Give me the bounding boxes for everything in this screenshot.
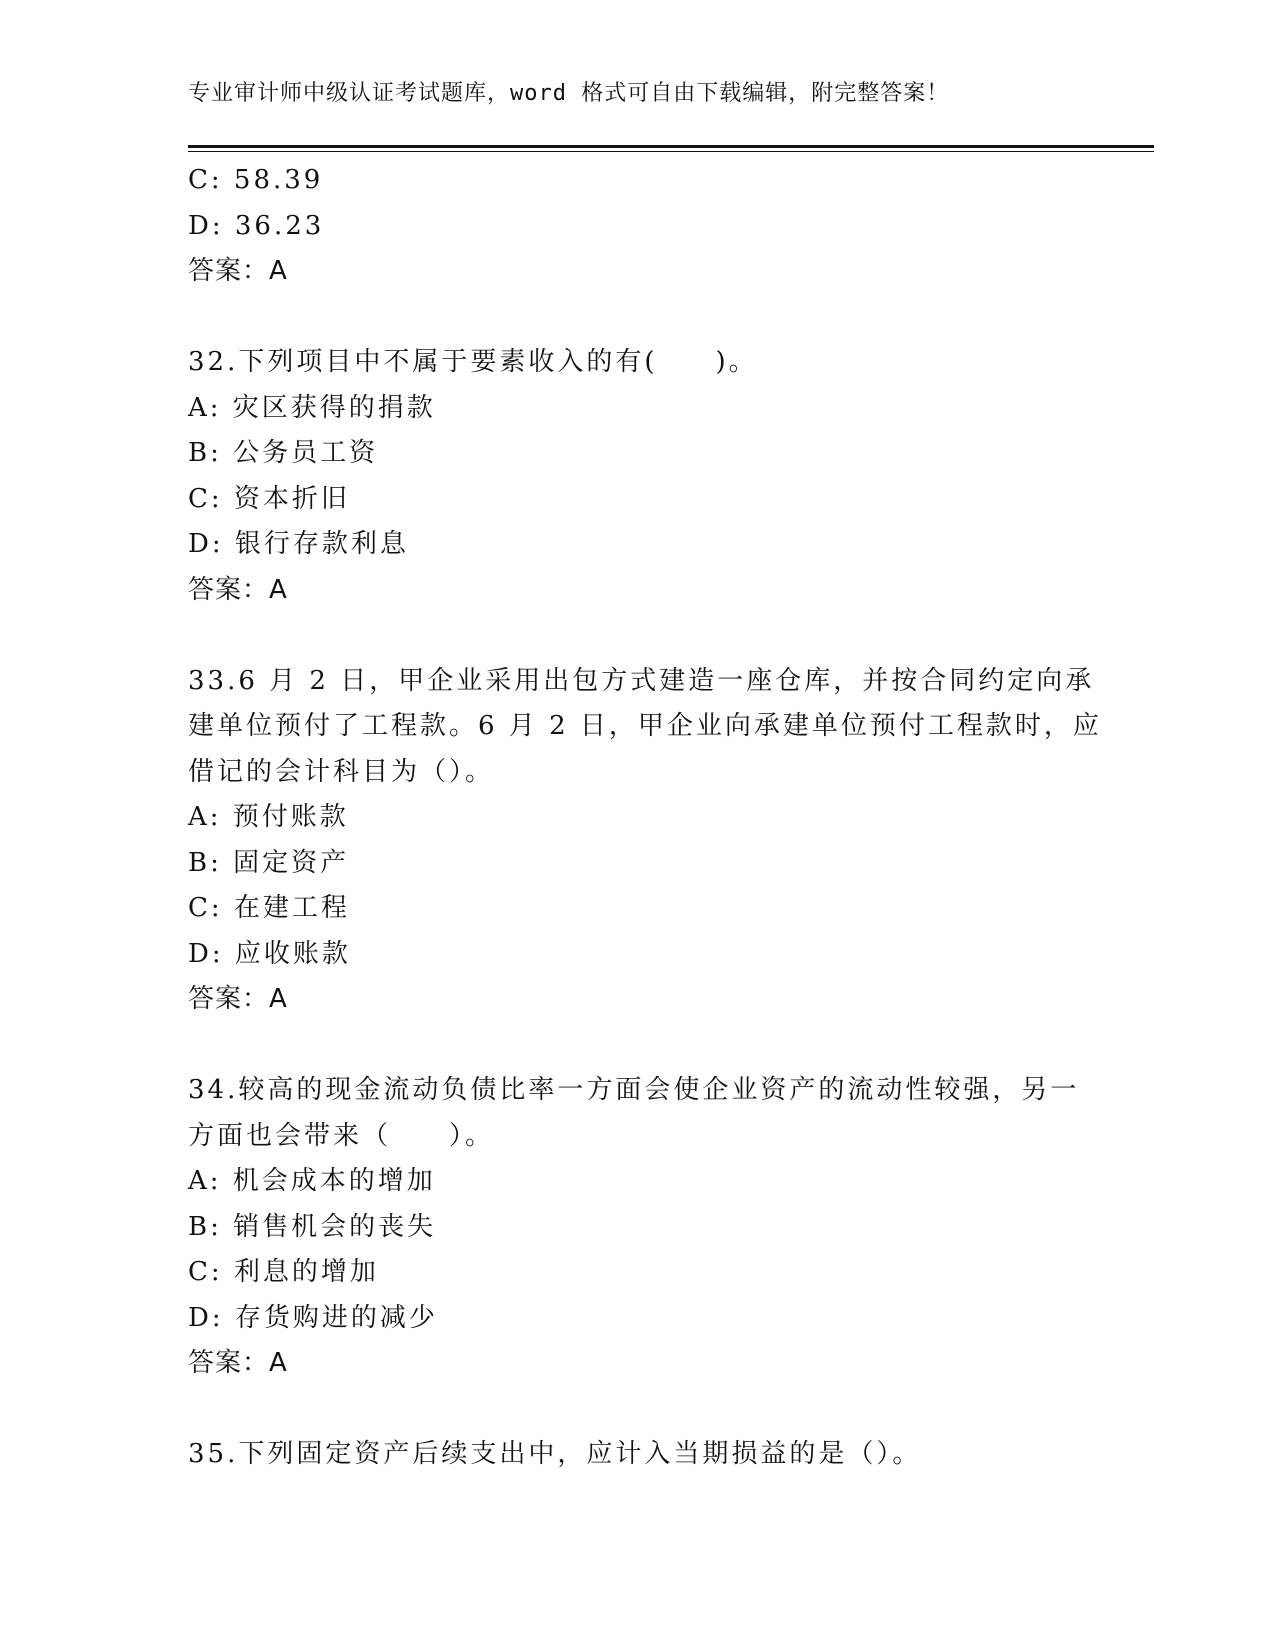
question-35: [188, 1432, 1088, 1478]
option-d: D: 应收账款: [188, 938, 351, 969]
option-a: A: 灾区获得的捐款: [188, 392, 436, 423]
option-a: A: 预付账款: [188, 802, 349, 832]
spacer: [188, 613, 1088, 659]
question-stem: 建单位预付了工程款。6 月 2 日，甲企业向承建单位预付工程款时，应: [188, 711, 1102, 741]
option-a: A: 机会成本的增加: [188, 1166, 436, 1196]
answer-line: 答案：A: [188, 574, 288, 605]
option-b: B: 公务员工资: [188, 438, 379, 468]
option-c: C: 58.39: [188, 165, 324, 195]
question-stem: 33.6 月 2 日，甲企业采用出包方式建造一座仓库，并按合同约定向承: [188, 665, 1095, 696]
question-31-tail: [188, 158, 1088, 295]
option-d: D: 存货购进的减少: [188, 1302, 438, 1333]
spacer: [188, 1387, 1088, 1433]
question-stem: 32.下列项目中不属于要素收入的有( )。: [188, 347, 758, 377]
spacer: [188, 295, 1088, 341]
header-divider-thin: [188, 151, 1154, 152]
option-c: C: 在建工程: [188, 893, 350, 923]
spacer: [188, 1023, 1088, 1069]
question-content: [188, 158, 1102, 1478]
answer-line: 答案：A: [188, 256, 288, 286]
option-b: B: 固定资产: [188, 847, 350, 878]
header-divider-thick: [188, 145, 1154, 148]
question-34: [188, 1068, 1088, 1387]
question-stem: 借记的会计科目为（）。: [188, 756, 495, 787]
question-33: [188, 659, 1102, 1023]
question-stem: 34.较高的现金流动负债比率一方面会使企业资产的流动性较强，另一: [188, 1075, 1080, 1105]
answer-line: 答案：A: [188, 1348, 288, 1378]
question-32: [188, 340, 1088, 613]
option-d: D: 银行存款利息: [188, 529, 409, 559]
option-d: D: 36.23: [188, 210, 325, 241]
option-b: B: 销售机会的丧失: [188, 1211, 437, 1242]
page-header-title: 专业审计师中级认证考试题库，word 格式可自由下载编辑，附完整答案！: [188, 81, 950, 106]
question-stem: 35.下列固定资产后续支出中，应计入当期损益的是（）。: [188, 1439, 922, 1469]
question-stem: 方面也会带来（ ）。: [188, 1120, 495, 1151]
answer-line: 答案：A: [188, 984, 288, 1014]
option-c: C: 资本折旧: [188, 483, 350, 514]
option-c: C: 利息的增加: [188, 1257, 379, 1287]
